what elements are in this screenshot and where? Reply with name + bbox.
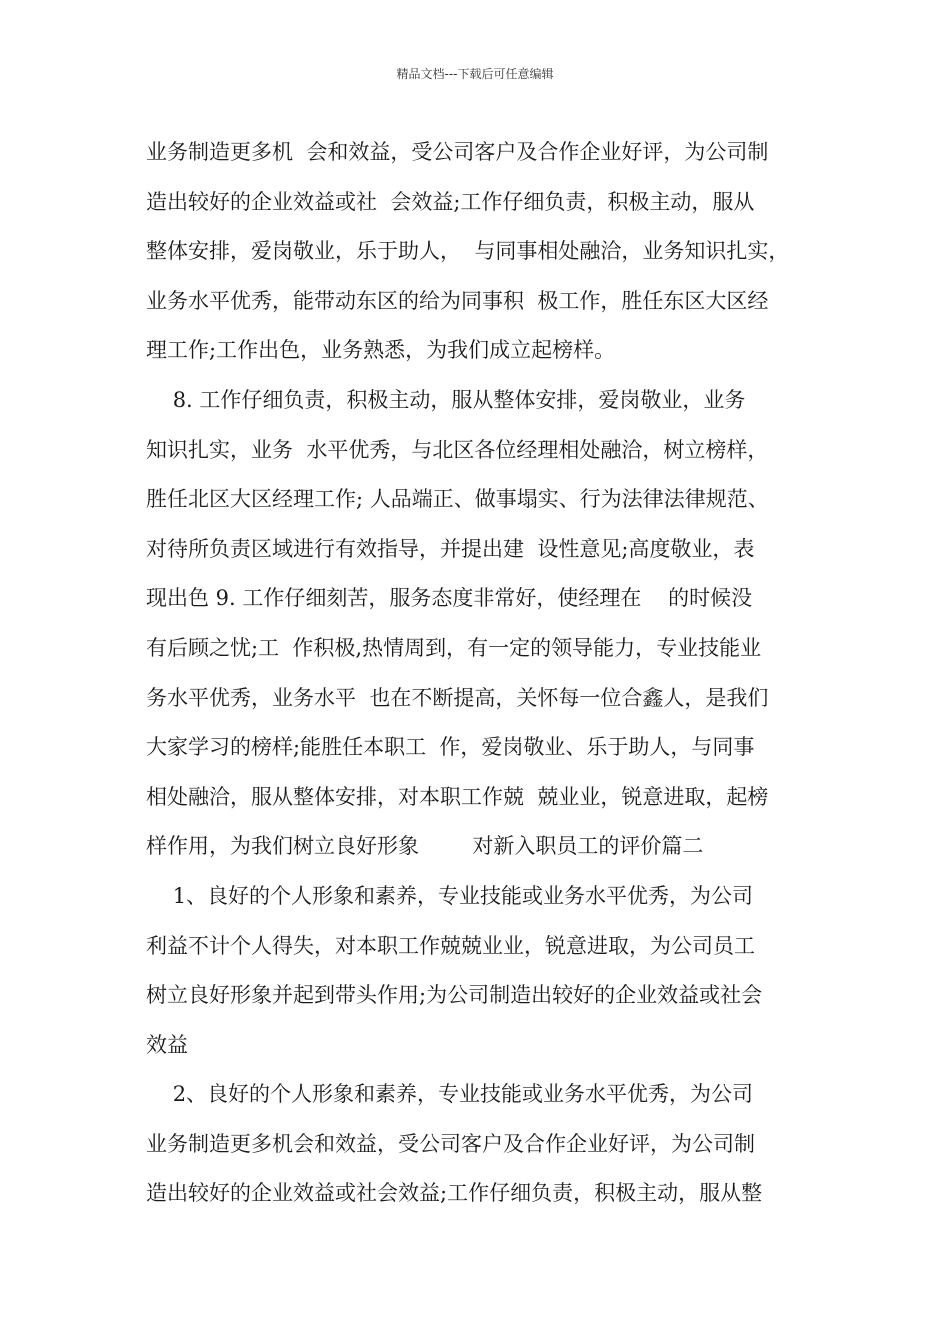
text-line: 业务制造更多机 会和效益，受公司客户及合作企业好评，为公司制 — [146, 140, 769, 164]
text-line: 效益 — [146, 1032, 188, 1057]
text-line: 8. 工作仔细负责，积极主动，服从整体安排，爱岗敬业，业务 — [146, 387, 746, 412]
text-line: 利益不计个人得失，对本职工作兢兢业业，锐意进取，为公司员工 — [146, 933, 755, 958]
text-line: 理工作;工作出色，业务熟悉，为我们成立起榜样。 — [146, 338, 616, 363]
text-line: 1、良好的个人形象和素养，专业技能或业务水平优秀，为公司 — [146, 883, 754, 908]
text-line: 业务制造更多机会和效益，受公司客户及合作企业好评，为公司制 — [146, 1131, 755, 1156]
text-line: 对待所负责区域进行有效指导，并提出建 设性意见;高度敬业，表 — [146, 536, 755, 561]
text-line: 有后顾之忧;工 作积极,热情周到，有一定的领导能力，专业技能业 — [146, 635, 762, 660]
text-line: 造出较好的企业效益或社会效益;工作仔细负责，积极主动，服从整 — [146, 1181, 763, 1206]
document-body — [146, 128, 846, 1219]
text-line: 造出较好的企业效益或社 会效益;工作仔细负责，积极主动，服从 — [146, 189, 755, 214]
text-line: 知识扎实，业务 水平优秀，与北区各位经理相处融洽，树立榜样， — [146, 437, 769, 462]
text-line: 胜任北区大区经理工作; 人品端正、做事塌实、行为法律法律规范、 — [146, 487, 769, 512]
page-header: 精品文档---下载后可任意编辑 — [396, 67, 554, 81]
text-line: 2、良好的个人形象和素养，专业技能或业务水平优秀，为公司 — [146, 1082, 754, 1107]
text-line: 整体安排，爱岗敬业，乐于助人， 与同事相处融洽，业务知识扎实， — [146, 239, 790, 264]
text-line: 现出色 9. 工作仔细刻苦，服务态度非常好，使经理在 的时候没 — [146, 586, 753, 611]
text-line: 务水平优秀，业务水平 也在不断提高，关怀每一位合鑫人，是我们 — [146, 685, 769, 710]
text-line: 样作用，为我们树立良好形象 对新入职员工的评价篇二 — [146, 834, 704, 859]
text-line: 相处融洽，服从整体安排，对本职工作兢 兢业业，锐意进取，起榜 — [146, 784, 769, 809]
text-line: 树立良好形象并起到带头作用;为公司制造出较好的企业效益或社会 — [146, 983, 763, 1008]
text-line: 业务水平优秀，能带动东区的给为同事积 极工作，胜任东区大区经 — [146, 288, 769, 313]
text-line: 大家学习的榜样;能胜任本职工 作，爱岗敬业、乐于助人，与同事 — [146, 735, 755, 760]
